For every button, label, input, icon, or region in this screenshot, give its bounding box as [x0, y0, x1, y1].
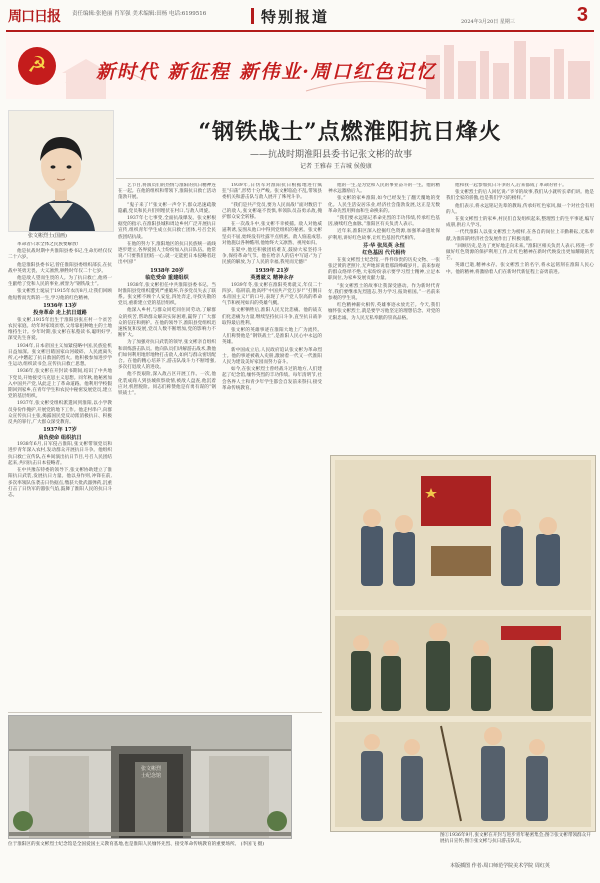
memorial-hall-photo — [8, 715, 292, 839]
paragraph: 张文彬的家乡淮阳,如今已经发生了翻天覆地的变化。人民生活安居乐业,经济社会蓬勃发展,这正是无数革命先烈用鲜血和生命换来的。 — [328, 196, 440, 214]
paragraph: 张文彬,1915年出生于淮阳县张庄村一个贫苦农民家庭。幼年时家境贫寒,父母靠租种地主的土地维持生计。少年时期,张文彬在私塾读书,聪明好学,深受先生喜爱。 — [8, 317, 112, 342]
subhead-year: 1937年 17岁 — [43, 427, 77, 434]
newspaper-logo: 周口日报 — [8, 9, 60, 25]
photo-caption — [8, 842, 290, 848]
paragraph: 他和我一起参加抗日斗争的人,后来都成了革命的骨干。 — [455, 183, 567, 188]
red-memory-banner — [6, 33, 594, 99]
subhead: 红色基因 代代相传 — [362, 250, 406, 257]
paragraph: 1938年6月,日军侵占淮阳,张文彬带领党员和进步青年深入农村,发动群众开展抗日斗争。他组织抗日救亡宣传队,在乡间演出抗日节目,号召人民团结起来,共同抗击日本侵略者。 — [8, 442, 112, 466]
subhead: 临危受命 重建组织 — [145, 275, 189, 282]
column-1 — [8, 242, 112, 710]
photo-caption-text: 位于淮阳区的张文彬烈士纪念馆是全国爱国主义教育基地,也是淮阳人民缅怀先烈、接受革命传统教育的重要场所。 — [8, 842, 240, 847]
paragraph: 1939年,日伪军对淮阳抗日根据地进行疯狂“扫荡”,形势十分严峻。张文彬临危不乱,带领县委机关和游击队与敌人展开了殊死斗争。 — [222, 183, 322, 201]
paragraph: 在张文彬烈士的家乡,村民们自发组织起来,整理烈士的生平事迹,编写成册,供后人学习。 — [446, 217, 594, 229]
page-header — [6, 4, 594, 32]
paragraph: 张文彬烈士的后人回忆说:“爷爷的故事,我们从小就听长辈们讲。他是我们全家的骄傲,也是我们学习的榜样。” — [446, 190, 594, 202]
paragraph: “张文彬烈士的故事让我深受感动。作为新时代青年,我们要继承先烈遗志,努力学习,报效祖国。”一名前来参观的学生说。 — [328, 283, 440, 302]
paragraph: 英雄已逝,精神永存。张文彬烈士的名字,将永远铭刻在淮阳人民心中。他的精神,将激励着人们在新时代新征程上奋勇前进。 — [446, 263, 594, 275]
column-4 — [328, 183, 440, 451]
illustration-caption: 图①1936年9月,张文彬在开封与进步青年秘密集会;图②张文彬带领群众开展抗日宣传;图③张文彬与抗日游击队员。 — [440, 833, 591, 844]
article-subtitle: ——抗战时期淮阳县委书记张文彬的故事 — [250, 150, 413, 160]
paragraph: 他是敌人望而生畏的人。为了抗日救亡,他将一生献给了党和人民的事业,被誉为“钢铁战士”。 — [8, 276, 112, 288]
paragraph: 在狱中,他还积极团结难友,鼓励大家坚持斗争,保持革命气节。他在给亲人的信中写道:“为了民族的解放,为了人民的幸福,我死而无憾!” — [222, 248, 322, 266]
bottom-divider — [8, 712, 322, 713]
paragraph: “鬼子来了!”张文彬一声令下,群众迅速疏散隐蔽,党员和民兵们则埋伏在村口,与敌人周旋。 — [118, 202, 216, 214]
paragraph: 在张文彬烈士纪念馆,一件件珍贵的历史文物、一张张泛黄的老照片,无声地诉说着那段峥嵘岁月。前来参观的群众络绎不绝,大家纷纷表示要学习烈士精神,立足本职岗位,为家乡发展贡献力量。 — [328, 257, 440, 282]
paragraph: 1934年,日本帝国主义加紧侵略中国,民族危机日益加深。张文彬目睹国家山河破碎、人民流离失所,心中燃起了抗日救国的烈火。他积极参加进步学生运动,组织读书会,宣传抗日救亡思想。 — [8, 343, 112, 368]
paragraph: “回顾历史,是为了更好地走向未来。”淮阳区相关负责人表示,将进一步做好红色资源的保护利用工作,让红色精神在新时代焕发出更加耀眼的光芒。 — [446, 243, 594, 262]
paragraph: 1939年冬,张文彬在淮阳英勇就义,年仅二十四岁。临刑前,他高呼“中国共产党万岁!”“打倒日本帝国主义!”的口号,表现了共产党人崇高的革命气节和视死如归的英雄气概。 — [222, 282, 322, 307]
editor-info: 责任编辑:张艳丽 肖军强 美术编辑:田杨 电话:6199516 — [72, 11, 207, 17]
subhead-year: 1939年 21岁 — [255, 267, 289, 274]
paragraph: 红色精神薪火相传,英雄事迹永放光芒。今天,我们缅怀张文彬烈士,就是要学习他坚定的理想信念、对党的无限忠诚、为人民无私奉献的崇高品格。 — [328, 303, 440, 321]
paragraph: 近年来,淮阳区深入挖掘红色资源,加强革命遗址保护利用,讲好红色故事,让红色基因代代相传。 — [328, 229, 440, 241]
paragraph: 1937年,张文彬受组织派遣回到淮阳,以小学教员身份作掩护,开展党的地下工作。他走村串户,向群众宣传抗日主张,揭露国民党反动派消极抗日、积极反共的罪行,广大群众深受教育。 — [8, 401, 112, 426]
section-title: 特别报道 — [261, 8, 330, 26]
paragraph: 他们表示,将永远铭记先辈的教诲,传承好红色家风,做一个对社会有用的人。 — [446, 203, 594, 215]
column-5 — [446, 183, 594, 451]
column-3 — [222, 183, 322, 710]
paragraph: 1937年七七事变,全面抗战爆发。张文彬根据党的指示,在淮阳县城和周边乡村广泛开展抗日宣传,组织青年学生成立抗日救亡团体,号召全民族团结抗战。 — [118, 216, 216, 240]
memorial-plaque-text: 张文彬烈士纪念馆 — [140, 766, 161, 779]
paragraph: 张文彬烈士诞辰于1915年农历8月,让我们回顾他短暂而光辉的一生,学习他的红色精神。 — [8, 289, 112, 301]
party-emblem-icon: ☭ — [18, 47, 56, 85]
illustration-painting — [330, 455, 596, 832]
photo-credit: (李国飞 摄) — [240, 842, 265, 847]
column-2 — [118, 183, 216, 710]
paragraph: 在一次战斗中,张文彬不幸被捕。敌人对他威逼利诱,妄图从他口中得到党组织的秘密。张文彬坚贞不屈,始终没有吐露半点机密。敌人恼羞成怒,对他施以各种酷刑,他始终大义凛然、视死如归。 — [222, 222, 322, 246]
banner-title: 新时代 新征程 新伟业·周口红色记忆 — [96, 61, 437, 83]
subhead: 英勇就义 精神永存 — [250, 275, 294, 282]
paragraph: 新中国成立后,人民政府追认张文彬为革命烈士。他的事迹被载入史册,激励着一代又一代淮阳人民为建设美好家园而努力奋斗。 — [222, 347, 322, 366]
paragraph: “我们是共产党员,要为人民而战!”面对数倍于己的敌人,张文彬毫不畏惧,率领队员奋勇杀敌,掩护群众安全转移。 — [222, 202, 322, 221]
paragraph: 在他的努力下,淮阳地区的抗日民族统一战线逐步建立,各界爱国人士纷纷加入抗日队伍。他常说:“只要我们团结一心,就一定能把日本侵略者赶出中国!” — [118, 241, 216, 266]
portrait-caption: 张文彬烈士(国画) — [28, 233, 67, 239]
article-byline: 记者 王雅春 王吉城 侯俊康 — [300, 163, 372, 170]
paragraph: 张文彬牺牲后,淮阳人民无比悲痛。他的战友们化悲痛为力量,继续坚持抗日斗争,直至抗日战争取得最后胜利。 — [222, 308, 322, 326]
paragraph: 1938年,张文彬担任中共淮阳县委书记。当时淮阳县党组织遭到严重破坏,许多党员失去了联系。张文彬不顾个人安危,四处奔走,寻找失散的党员,重新建立党的基层组织。 — [118, 282, 216, 307]
subhead-year: 1938年 20岁 — [150, 267, 184, 274]
paragraph: 一代代淮阳人以张文彬烈士为榜样,在各自的岗位上辛勤耕耘,无私奉献,为淮阳的经济社会发展作出了积极贡献。 — [446, 230, 594, 242]
paragraph: 艺节目,将演员们的热情与淮阳的抗日精神连在一起。在他的组织和带领下,淮阳抗日救亡活动蓬勃开展。 — [118, 183, 216, 201]
paragraph: 为了加强对抗日武装的领导,张文彬亲自组织和训练游击队员。他向队员们讲解游击战术,教他们如何利用地形地物打击敌人,如何与群众密切配合。在他的精心培养下,游击队战斗力不断增强,多次打退敌人的进攻。 — [118, 340, 216, 371]
subhead-year: 1936年 13岁 — [43, 302, 77, 309]
issue-date: 2024年3月20日 星期三 — [461, 19, 515, 25]
paragraph: 革命者只求全体之民族要解放! — [17, 242, 79, 247]
page-number: 3 — [576, 4, 588, 26]
paragraph: 他深入乡村,与群众同吃同住同劳动,了解群众的疾苦,帮助群众解决实际困难,赢得了广大群众的信任和拥护。在他的领导下,淮阳县党组织迅速恢复和发展,党员人数不断增加,党的影响力不断扩大。 — [118, 308, 216, 339]
title-divider — [116, 178, 594, 179]
paragraph: 1936年,张文彬在开封读书期间,结识了中共地下党员,开始接受马克思主义思想。同年秋,他秘密加入中国共产党,从此走上了革命道路。他利用学校假期回到家乡,在青年学生和农民中秘密发展党员,建立党的基层组织。 — [8, 369, 112, 400]
paragraph: 他是淮阳县委书记,曾任淮阳县委组织部长,在抗战中英勇无畏、大义凛然,牺牲时年仅二十七岁。 — [8, 262, 112, 274]
illustration-credit: 本版插图 作者:周口师范学院美术学院 周红英 — [450, 863, 550, 869]
paragraph: 他的一生,是为党和人民的事业奋斗的一生。他的精神永远激励后人。 — [328, 183, 440, 195]
paragraph: 张文彬的英雄事迹在淮阳大地上广为流传。人们称赞他是“钢铁战士”,是淮阳人民心中永远的英雄。 — [222, 328, 322, 346]
subhead-year: 芬·华 张凤英 永恒 — [363, 242, 405, 249]
subhead: 肩负使命 组织抗日 — [38, 434, 82, 441]
martyr-portrait — [8, 110, 114, 232]
paragraph: 他不畏艰险,深入敌占区开展工作。一次,他化装成商人到县城侦察敌情,被敌人盘查,他沉着应对,机智脱险。同志们称赞他是有勇有谋的“钢铁战士”。 — [118, 372, 216, 397]
subhead: 投身革命 走上抗日道路 — [33, 310, 87, 317]
article-title: “钢铁战士”点燃淮阳抗日烽火 — [198, 119, 502, 145]
paragraph: 他是抗战时期中共淮阳县委书记,生命历经仅仅二十六岁。 — [8, 249, 112, 261]
paragraph: 在中共豫东特委的领导下,张文彬协助建立了淮阳抗日武装,发展抗日力量。他以身作则,冲锋在前,多次率领队伍袭击日伪据点,缴获大批武器弹药,沉重打击了日伪军的嚣张气焰,鼓舞了淮阳人民的抗日斗志。 — [8, 468, 112, 498]
paragraph: “我们要永远铭记革命先烈的丰功伟绩,传承红色基因,赓续红色血脉。”淮阳区有关负责人表示。 — [328, 216, 440, 228]
paragraph: 如今,在张文彬烈士曾经战斗过的地方,人们建起了纪念馆,缅怀英烈的丰功伟绩。每年清明节,社会各界人士和青少年学生都会自发前来祭扫,接受革命传统教育。 — [222, 367, 322, 391]
